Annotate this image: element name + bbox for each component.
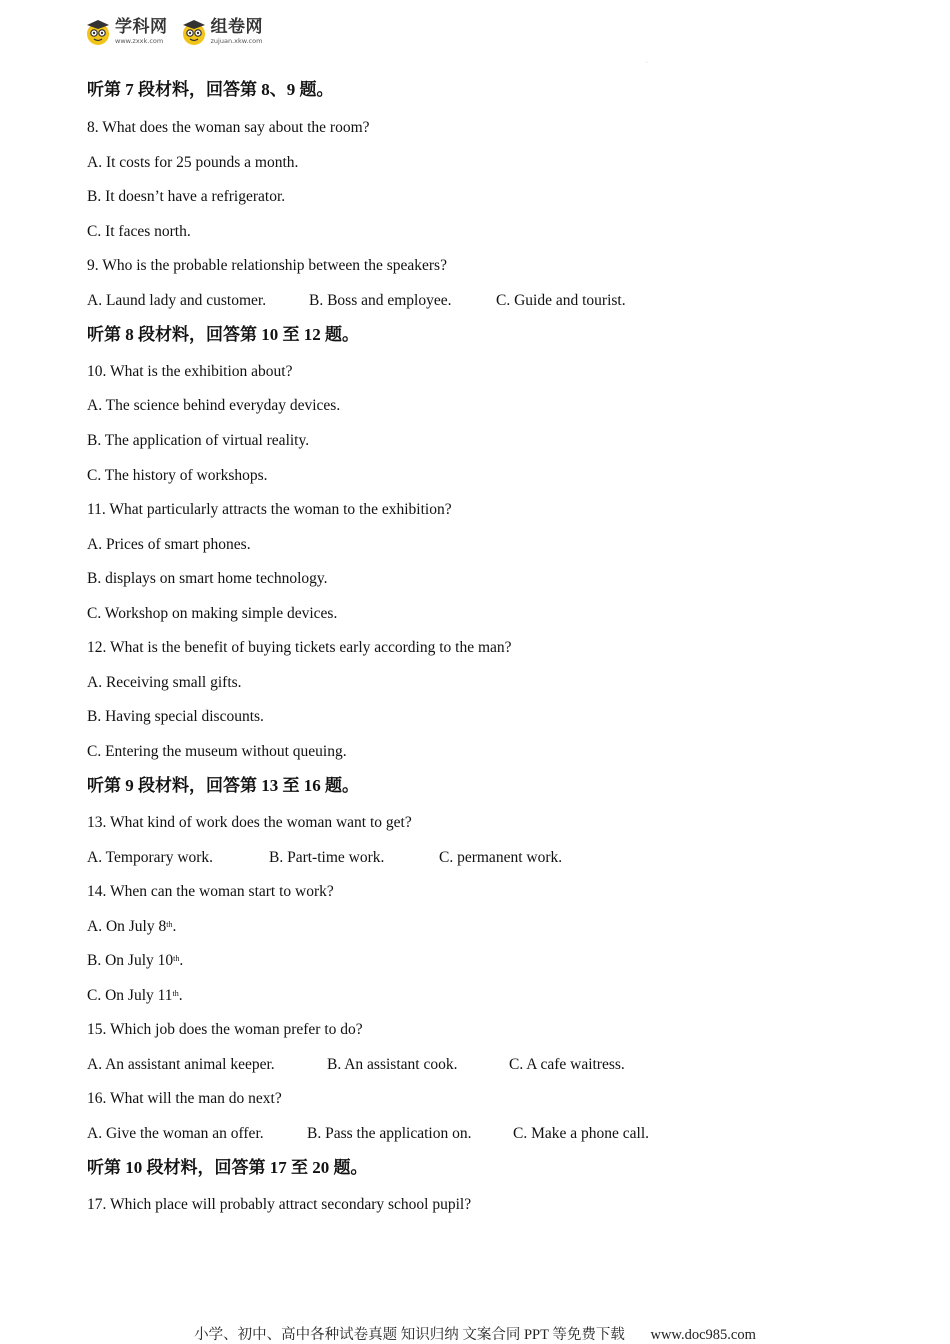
answer-option: C. A cafe waitress. xyxy=(509,1056,625,1073)
option-text: B. On July 10 xyxy=(87,952,174,969)
answer-option: B. displays on smart home technology. xyxy=(87,570,328,587)
question-text: 8. What does the woman say about the room? xyxy=(87,119,370,136)
ordinal-suffix: th xyxy=(172,989,179,998)
xuekewang-logo[interactable] xyxy=(84,18,168,46)
question-text: 15. Which job does the woman prefer to do? xyxy=(87,1021,363,1038)
brand-url: zujuan.xkw.com xyxy=(210,37,263,46)
answer-option: A. It costs for 25 pounds a month. xyxy=(87,154,299,171)
brand-url: www.zxxk.com xyxy=(115,37,164,46)
answer-option: B. Part-time work. xyxy=(269,849,385,866)
section-heading: 听第 9 段材料，回答第 13 至 16 题。 xyxy=(87,776,359,795)
answer-option: C. The history of workshops. xyxy=(87,467,268,484)
section-heading: 听第 10 段材料，回答第 17 至 20 题。 xyxy=(87,1158,368,1177)
answer-option: A. Receiving small gifts. xyxy=(87,674,242,691)
period: . xyxy=(172,918,177,935)
answer-option: A. An assistant animal keeper. xyxy=(87,1056,275,1073)
answer-options-row xyxy=(87,291,626,311)
section-heading: 听第 8 段材料，回答第 10 至 12 题。 xyxy=(87,325,359,344)
option-text: C. On July 11 xyxy=(87,987,173,1004)
option-text: A. On July 8 xyxy=(87,918,167,935)
answer-option: A. Laund lady and customer. xyxy=(87,292,267,309)
answer-options-row xyxy=(87,1055,625,1075)
answer-option xyxy=(87,951,183,971)
footer-link[interactable]: www.doc985.com xyxy=(650,1327,756,1343)
question-text: 10. What is the exhibition about? xyxy=(87,363,293,380)
answer-option: A. The science behind everyday devices. xyxy=(87,397,341,414)
footer-text: 小学、初中、高中各种试卷真题 知识归纳 文案合同 PPT 等免费下载 xyxy=(194,1327,625,1343)
answer-option xyxy=(87,917,176,937)
question-text: 17. Which place will probably attract secondary school pupil? xyxy=(87,1196,472,1213)
ordinal-suffix: th xyxy=(173,954,180,963)
page-dot: · xyxy=(646,60,648,66)
answer-option xyxy=(87,986,183,1006)
zujuanwang-logo[interactable] xyxy=(180,18,264,46)
question-text: 16. What will the man do next? xyxy=(87,1090,282,1107)
answer-option: B. Pass the application on. xyxy=(307,1125,472,1142)
answer-option: A. Temporary work. xyxy=(87,849,214,866)
answer-option: C. Workshop on making simple devices. xyxy=(87,605,338,622)
answer-options-row xyxy=(87,848,562,868)
answer-option: C. Entering the museum without queuing. xyxy=(87,743,347,760)
answer-options-row xyxy=(87,1124,649,1144)
answer-option: B. Boss and employee. xyxy=(309,292,452,309)
mascot-icon xyxy=(180,18,208,46)
question-text: 9. Who is the probable relationship between the speakers? xyxy=(87,257,447,274)
answer-option: B. An assistant cook. xyxy=(327,1056,458,1073)
mascot-icon xyxy=(84,18,112,46)
answer-option: C. Make a phone call. xyxy=(513,1125,650,1142)
answer-option: A. Prices of smart phones. xyxy=(87,536,251,553)
brand-name: 学科网 xyxy=(115,17,168,38)
period: . xyxy=(179,952,184,969)
question-text: 11. What particularly attracts the woman to the exhibition? xyxy=(87,501,452,518)
answer-option: B. Having special discounts. xyxy=(87,708,264,725)
header-logos xyxy=(84,14,263,50)
section-heading: 听第 7 段材料，回答第 8、9 题。 xyxy=(87,80,334,99)
answer-option: C. permanent work. xyxy=(439,849,563,866)
answer-option: C. It faces north. xyxy=(87,223,191,240)
ordinal-suffix: th xyxy=(166,920,173,929)
answer-option: B. The application of virtual reality. xyxy=(87,432,310,449)
footer xyxy=(0,1323,950,1344)
period: . xyxy=(178,987,183,1004)
question-text: 12. What is the benefit of buying tickets early according to the man? xyxy=(87,639,512,656)
brand-name: 组卷网 xyxy=(210,17,263,38)
answer-option: B. It doesn’t have a refrigerator. xyxy=(87,188,286,205)
answer-option: C. Guide and tourist. xyxy=(496,292,626,309)
answer-option: A. Give the woman an offer. xyxy=(87,1125,264,1142)
question-text: 14. When can the woman start to work? xyxy=(87,883,334,900)
question-text: 13. What kind of work does the woman want to get? xyxy=(87,814,412,831)
